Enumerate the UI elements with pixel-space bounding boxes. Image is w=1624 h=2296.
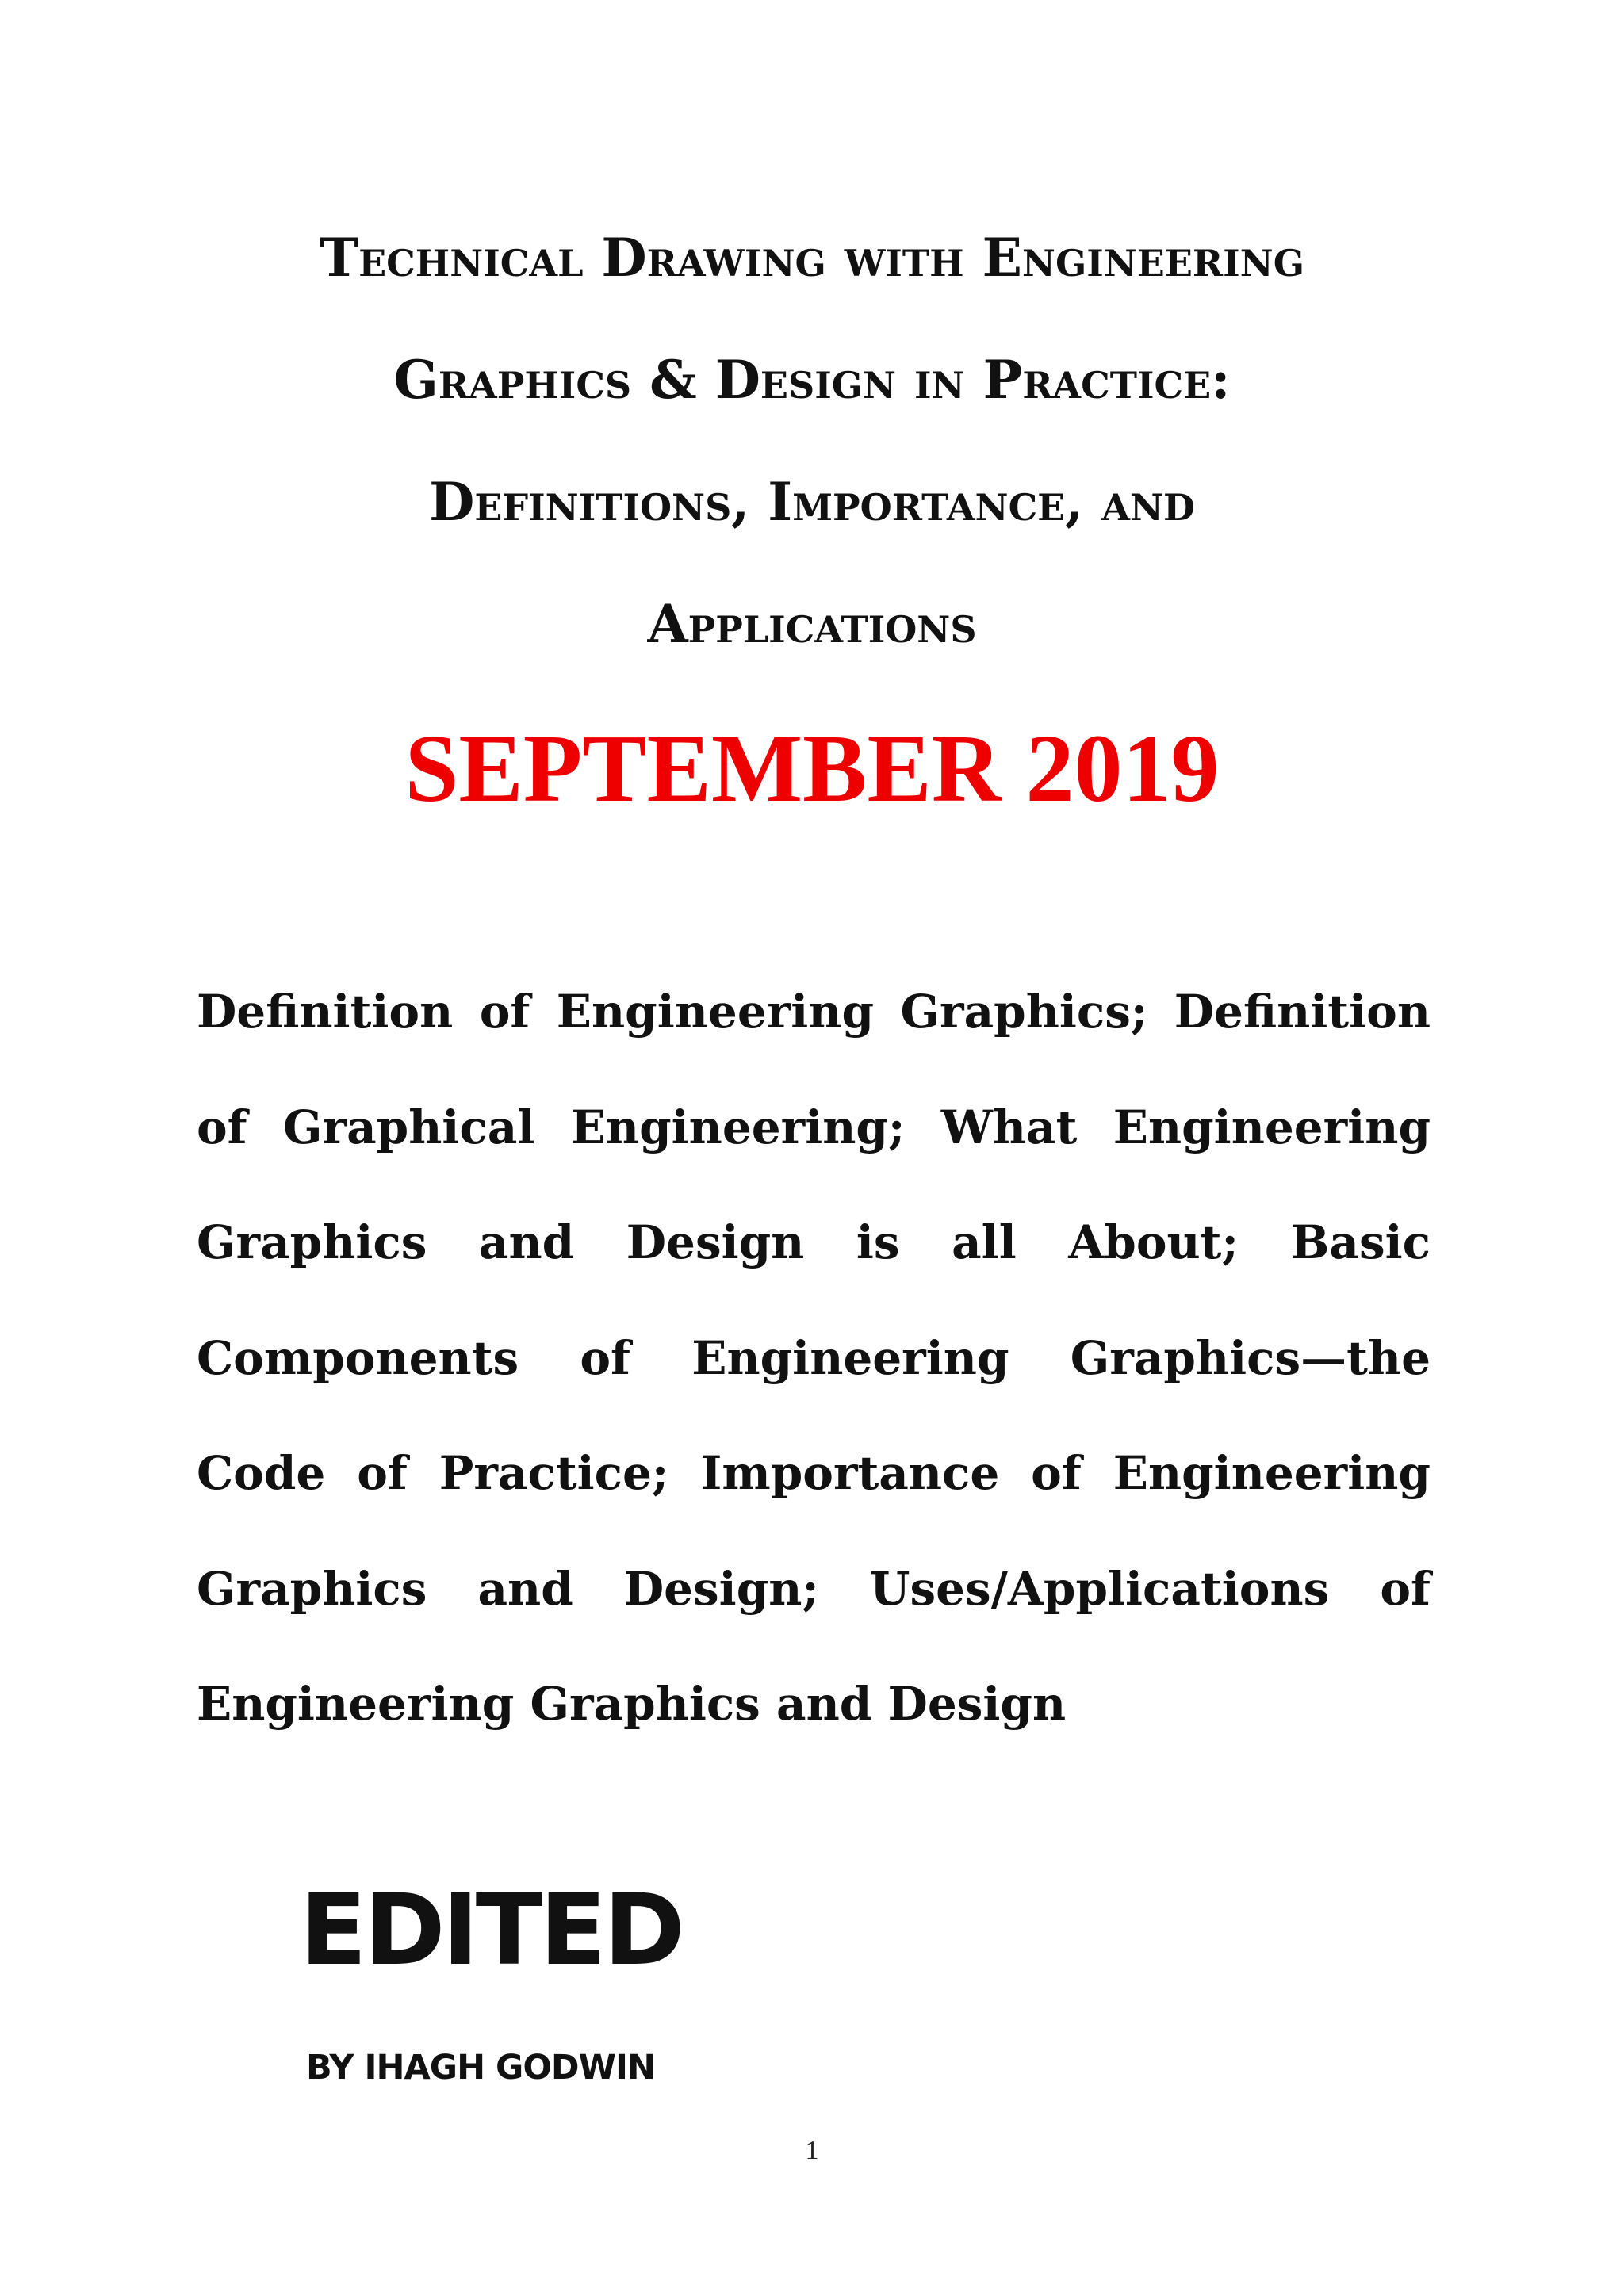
publication-date: SEPTEMBER 2019 bbox=[404, 715, 1220, 822]
topic-description: Definition of Engineering Graphics; Definition of Graphical Engineering; What Engineering Graphics and Design is all About; Basic Components of Engineering Graphics—the Code of Practice; Importance of Engineering Graphics and Design; Uses/Applications of Engineering Graphics and Design bbox=[197, 985, 1431, 1731]
title-line-2: Graphics & Design in Practice: bbox=[393, 349, 1231, 411]
author-line: BY IHAGH GODWIN bbox=[306, 2048, 656, 2087]
edited-label: EDITED bbox=[300, 1873, 682, 1988]
title-line-4: Applications bbox=[647, 593, 977, 655]
page-number: 1 bbox=[805, 2136, 819, 2165]
title-line-3: Definitions, Importance, and bbox=[429, 471, 1195, 533]
title-line-1: Technical Drawing with Engineering bbox=[319, 227, 1305, 289]
document-title bbox=[159, 197, 1465, 685]
